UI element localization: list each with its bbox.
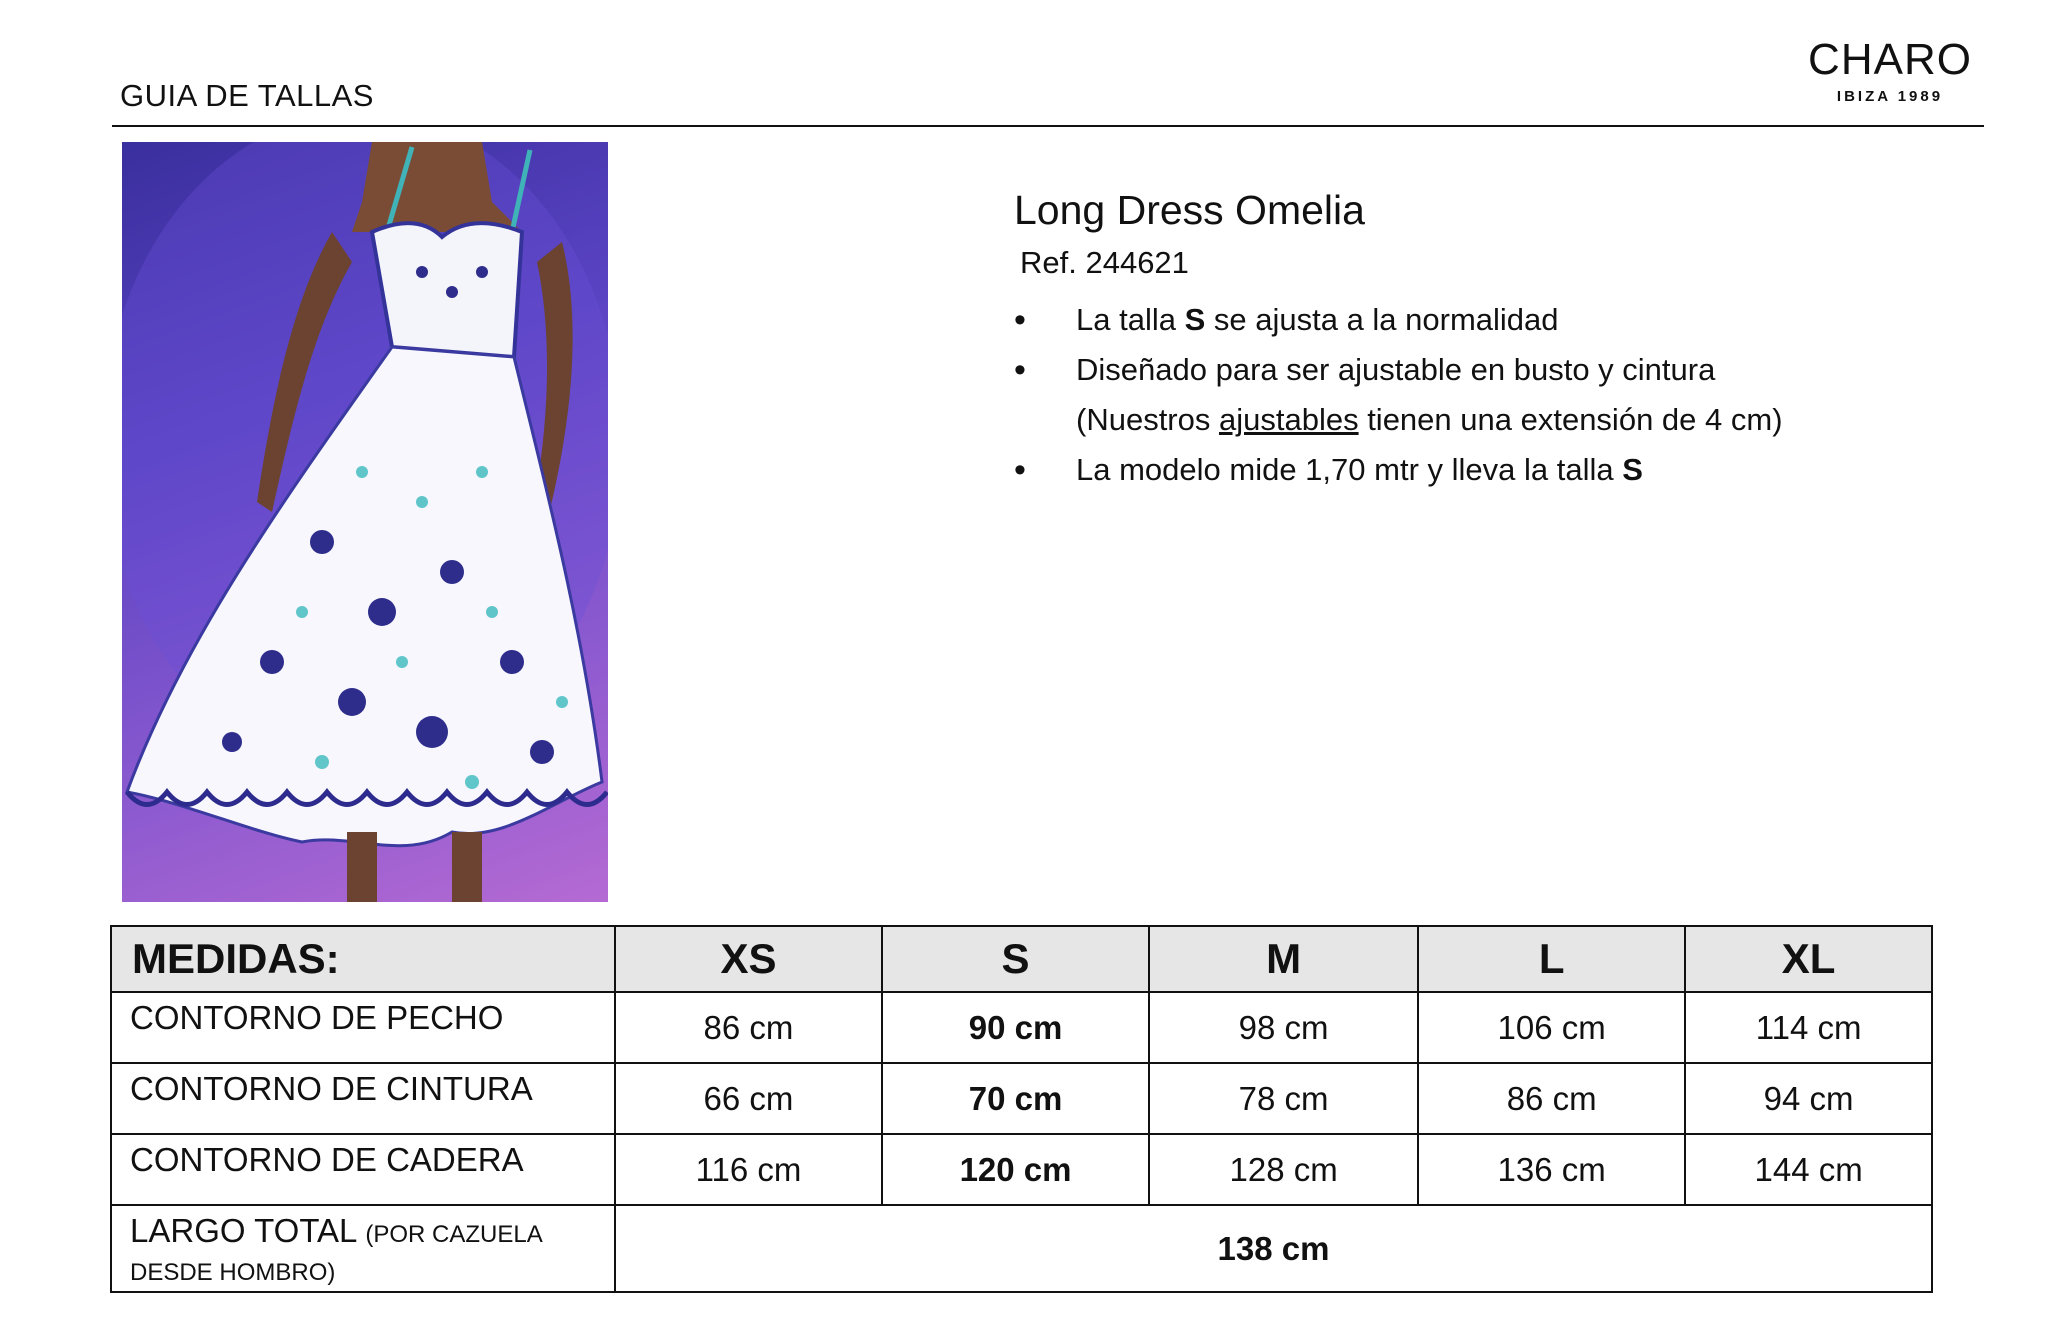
table-row xyxy=(111,1205,1932,1292)
row-label xyxy=(111,1205,615,1292)
fit-notes xyxy=(1014,295,1783,495)
dress-illustration xyxy=(122,142,608,902)
header-cell: L xyxy=(1418,926,1685,992)
table-cell: 90 cm xyxy=(882,992,1149,1063)
row-label: CONTORNO DE CADERA xyxy=(111,1134,615,1205)
table-row xyxy=(111,992,1932,1063)
table-cell: 128 cm xyxy=(1149,1134,1418,1205)
table-cell: 144 cm xyxy=(1685,1134,1932,1205)
fit-note: • La talla S se ajusta a la normalidad xyxy=(1014,295,1783,345)
product-photo xyxy=(122,142,608,902)
table-cell: 120 cm xyxy=(882,1134,1149,1205)
table-cell: 116 cm xyxy=(615,1134,882,1205)
table-cell: 98 cm xyxy=(1149,992,1418,1063)
table-header-row xyxy=(111,926,1932,992)
row-label-note: (POR CAZUELA DESDE HOMBRO) xyxy=(130,1221,542,1286)
size-chart-table xyxy=(110,925,1933,1293)
table-cell: 136 cm xyxy=(1418,1134,1685,1205)
header-cell: XS xyxy=(615,926,882,992)
product-ref: Ref. 244621 xyxy=(1020,245,1189,281)
table-cell: 78 cm xyxy=(1149,1063,1418,1134)
table-row xyxy=(111,1063,1932,1134)
row-label: CONTORNO DE PECHO xyxy=(111,992,615,1063)
table-cell: 86 cm xyxy=(1418,1063,1685,1134)
table-cell: 106 cm xyxy=(1418,992,1685,1063)
table-cell: 86 cm xyxy=(615,992,882,1063)
brand-logo xyxy=(1795,35,1985,105)
table-row xyxy=(111,1134,1932,1205)
header-cell: XL xyxy=(1685,926,1932,992)
product-info xyxy=(1014,186,1783,495)
table-cell: 70 cm xyxy=(882,1063,1149,1134)
table-cell: 114 cm xyxy=(1685,992,1932,1063)
row-label: CONTORNO DE CINTURA xyxy=(111,1063,615,1134)
header-cell: MEDIDAS: xyxy=(111,926,615,992)
fit-note: • La modelo mide 1,70 mtr y lleva la talla S xyxy=(1014,445,1783,495)
row-label-main: LARGO TOTAL xyxy=(130,1212,357,1249)
table-cell: 138 cm xyxy=(615,1205,1932,1292)
brand-tagline: IBIZA 1989 xyxy=(1836,88,1944,105)
fit-note: • Diseñado para ser ajustable en busto y cintura (Nuestros ajustables tienen una extensión de 4 cm) xyxy=(1014,345,1783,445)
header-cell: S xyxy=(882,926,1149,992)
header-cell: M xyxy=(1149,926,1418,992)
brand-name: CHARO xyxy=(1808,35,1972,84)
table-cell: 66 cm xyxy=(615,1063,882,1134)
product-name: Long Dress Omelia xyxy=(1014,187,1365,233)
page-title: GUIA DE TALLAS xyxy=(120,78,374,113)
header-divider xyxy=(112,125,1984,127)
table-cell: 94 cm xyxy=(1685,1063,1932,1134)
